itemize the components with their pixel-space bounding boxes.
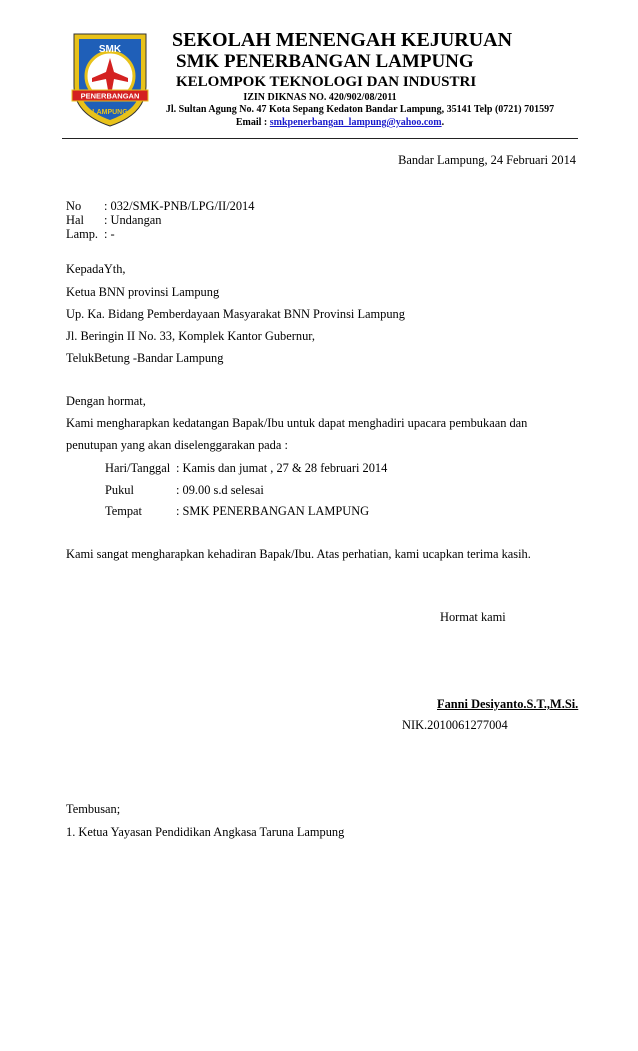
signatory-nik: NIK.2010061277004 bbox=[402, 718, 508, 732]
detail-label-time: Pukul bbox=[105, 483, 134, 497]
detail-label-place: Tempat bbox=[105, 504, 142, 518]
detail-value-place: : SMK PENERBANGAN LAMPUNG bbox=[176, 504, 370, 518]
meta-value-subject: : Undangan bbox=[104, 213, 162, 227]
meta-key-attachment: Lamp. bbox=[66, 227, 98, 241]
closing-paragraph: Kami sangat mengharapkan kehadiran Bapak/Ibu. Atas perhatian, kami ucapkan terima kasih. bbox=[66, 547, 531, 561]
meta-value-no: : 032/SMK-PNB/LPG/II/2014 bbox=[104, 199, 255, 213]
recipient-line: KepadaYth, bbox=[66, 262, 126, 276]
letterhead-divider bbox=[62, 138, 578, 139]
cc-item: 1. Ketua Yayasan Pendidikan Angkasa Taruna Lampung bbox=[66, 825, 345, 839]
recipient-line: TelukBetung -Bandar Lampung bbox=[66, 351, 224, 365]
email-label: Email : bbox=[235, 117, 270, 128]
recipient-line: Jl. Beringin II No. 33, Komplek Kantor Gubernur, bbox=[66, 329, 315, 343]
school-group: KELOMPOK TEKNOLOGI DAN INDUSTRI bbox=[176, 74, 477, 90]
recipient-line: Ketua BNN provinsi Lampung bbox=[66, 285, 220, 299]
signature-salutation: Hormat kami bbox=[440, 610, 506, 624]
detail-value-time: : 09.00 s.d selesai bbox=[176, 483, 264, 497]
letter-date: Bandar Lampung, 24 Februari 2014 bbox=[398, 153, 576, 167]
detail-value-day-date: : Kamis dan jumat , 27 & 28 februari 2014 bbox=[176, 461, 388, 475]
signatory-name: Fanni Desiyanto.S.T.,M.Si. bbox=[437, 697, 579, 711]
body-paragraph-line: penutupan yang akan diselenggarakan pada : bbox=[66, 438, 288, 452]
school-type-title: SEKOLAH MENENGAH KEJURUAN bbox=[172, 29, 513, 51]
letterhead bbox=[0, 0, 638, 140]
meta-key-subject: Hal bbox=[66, 213, 84, 227]
svg-text:SMK: SMK bbox=[98, 44, 122, 55]
greeting: Dengan hormat, bbox=[66, 394, 146, 408]
license-number: IZIN DIKNAS NO. 420/902/08/2011 bbox=[243, 92, 397, 103]
school-logo-icon bbox=[64, 28, 156, 128]
school-address: Jl. Sultan Agung No. 47 Kota Sepang Kedaton Bandar Lampung, 35141 Telp (0721) 701597 bbox=[165, 104, 555, 115]
school-email-line bbox=[150, 117, 530, 128]
svg-text:PENERBANGAN: PENERBANGAN bbox=[80, 91, 140, 101]
detail-label-day-date: Hari/Tanggal bbox=[105, 461, 171, 475]
svg-text:LAMPUNG: LAMPUNG bbox=[92, 109, 128, 116]
meta-value-attachment: : - bbox=[104, 227, 115, 241]
school-name: SMK PENERBANGAN LAMPUNG bbox=[176, 51, 474, 72]
email-period: . bbox=[441, 117, 445, 128]
body-paragraph-line: Kami mengharapkan kedatangan Bapak/Ibu untuk dapat menghadiri upacara pembukaan dan bbox=[66, 416, 528, 430]
email-link[interactable]: smkpenerbangan_lampung@yahoo.com bbox=[269, 117, 442, 128]
cc-title: Tembusan; bbox=[66, 802, 121, 816]
meta-key-no: No bbox=[66, 199, 82, 213]
recipient-line: Up. Ka. Bidang Pemberdayaan Masyarakat BNN Provinsi Lampung bbox=[66, 307, 405, 321]
